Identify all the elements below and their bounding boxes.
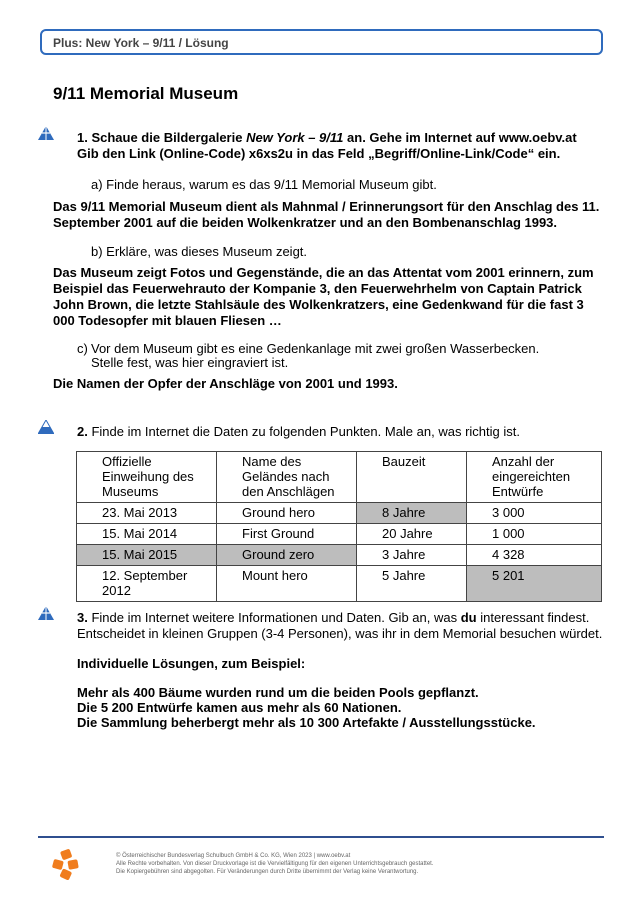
task2-instruction: 2. Finde im Internet die Daten zu folgenden Punkten. Male an, was richtig ist.: [77, 424, 520, 439]
task1a-answer: Das 9/11 Memorial Museum dient als Mahnmal / Erinnerungsort für den Anschlag des 11. September 2001 auf die beiden Wolkenkratzer und an den Bombenanschlag 1993.: [53, 199, 600, 230]
table-cell: 1 000: [467, 524, 602, 545]
task1-instruction-line2: Gib den Link (Online-Code) x6xs2u in das Feld „Begriff/Online-Link/Code“ ein.: [77, 146, 561, 161]
task1c-question-line1: Vor dem Museum gibt es eine Gedenkanlage mit zwei großen Wasserbecken.: [91, 341, 540, 356]
publisher-logo-icon: [52, 848, 80, 880]
table-header-cell: Anzahl der eingereichten Entwürfe: [467, 452, 602, 503]
header-label: Plus: New York – 9/11 / Lösung: [53, 36, 229, 50]
table-cell: 3 000: [467, 503, 602, 524]
difficulty-triangle-icon: [38, 126, 54, 140]
task1c-answer: Die Namen der Opfer der Anschläge von 2001 und 1993.: [53, 376, 398, 391]
footer-line: Alle Rechte vorbehalten. Von dieser Druckvorlage ist die Vervielfältigung für den eigenen Unterrichtsgebrauch gestattet.: [116, 861, 434, 867]
table-row: [77, 566, 602, 602]
task3-answer-line: Die Sammlung beherbergt mehr als 10 300 Artefakte / Ausstellungsstücke.: [77, 715, 536, 730]
task1b-answer: Das Museum zeigt Fotos und Gegenstände, die an das Attentat vom 2001 erinnern, zum Beispiel das Feuerwehrauto der Kompanie 3, den Feuerwehrhelm von Captain Patrick John Brown, die letzte Stahlsäule des Wolkenkratzers, eine Gedenkwand für die fast 3 000 Todesopfer mit blauen Fliesen …: [53, 265, 594, 328]
table-cell: 4 328: [467, 545, 602, 566]
table-cell-highlighted: 5 201: [467, 566, 602, 602]
table-cell: 3 Jahre: [357, 545, 467, 566]
table-header-cell: Offizielle Einweihung des Museums: [77, 452, 217, 503]
data-table: [76, 451, 602, 602]
footer-copyright: [116, 852, 434, 876]
task3-answer-line: Die 5 200 Entwürfe kamen aus mehr als 60 Nationen.: [77, 700, 402, 715]
task3-answer-line: Mehr als 400 Bäume wurden rund um die beiden Pools gepflanzt.: [77, 685, 479, 700]
table-cell: Mount hero: [217, 566, 357, 602]
footer-line: © Österreichischer Bundesverlag Schulbuch GmbH & Co. KG, Wien 2023 | www.oebv.at: [116, 853, 351, 859]
table-cell: 23. Mai 2013: [77, 503, 217, 524]
table-header-row: [77, 452, 602, 503]
difficulty-triangle-outline-icon: [38, 420, 54, 434]
task1c-question-line2: Stelle fest, was hier eingraviert ist.: [91, 355, 289, 370]
table-cell: First Ground: [217, 524, 357, 545]
task3-instruction-line2: Entscheidet in kleinen Gruppen (3-4 Personen), was ihr in dem Memorial besuchen würdet.: [77, 626, 603, 641]
task1-instruction-line1: 1. Schaue die Bildergalerie New York – 9/11 an. Gehe im Internet auf www.oebv.at: [77, 130, 577, 145]
difficulty-triangle-icon: [38, 606, 54, 620]
task1b-question: b) Erkläre, was dieses Museum zeigt.: [91, 244, 308, 259]
header-box: [40, 29, 603, 55]
table-header-cell: Bauzeit: [357, 452, 467, 503]
table-cell: 15. Mai 2014: [77, 524, 217, 545]
table-cell: Ground hero: [217, 503, 357, 524]
table-row: [77, 503, 602, 524]
table-cell-highlighted: 8 Jahre: [357, 503, 467, 524]
table-cell-highlighted: Ground zero: [217, 545, 357, 566]
table-cell: 12. September 2012: [77, 566, 217, 602]
footer-line: Die Kopiergebühren sind abgegolten. Für Veränderungen durch Dritte übernimmt der Verlag keine Verantwortung.: [116, 869, 419, 875]
table-cell: 20 Jahre: [357, 524, 467, 545]
table-header-cell: Name des Geländes nach den Anschlägen: [217, 452, 357, 503]
task3-instruction-line1: 3. Finde im Internet weitere Informationen und Daten. Gib an, was du interessant findest.: [77, 610, 590, 625]
table-row: [77, 524, 602, 545]
footer-divider: [38, 836, 604, 838]
task1c-label: c): [77, 341, 88, 356]
table-cell: 5 Jahre: [357, 566, 467, 602]
task3-answer-intro: Individuelle Lösungen, zum Beispiel:: [77, 656, 306, 671]
table-row: [77, 545, 602, 566]
page-title: 9/11 Memorial Museum: [53, 84, 239, 103]
task1a-question: a) Finde heraus, warum es das 9/11 Memorial Museum gibt.: [91, 177, 437, 192]
table-cell-highlighted: 15. Mai 2015: [77, 545, 217, 566]
